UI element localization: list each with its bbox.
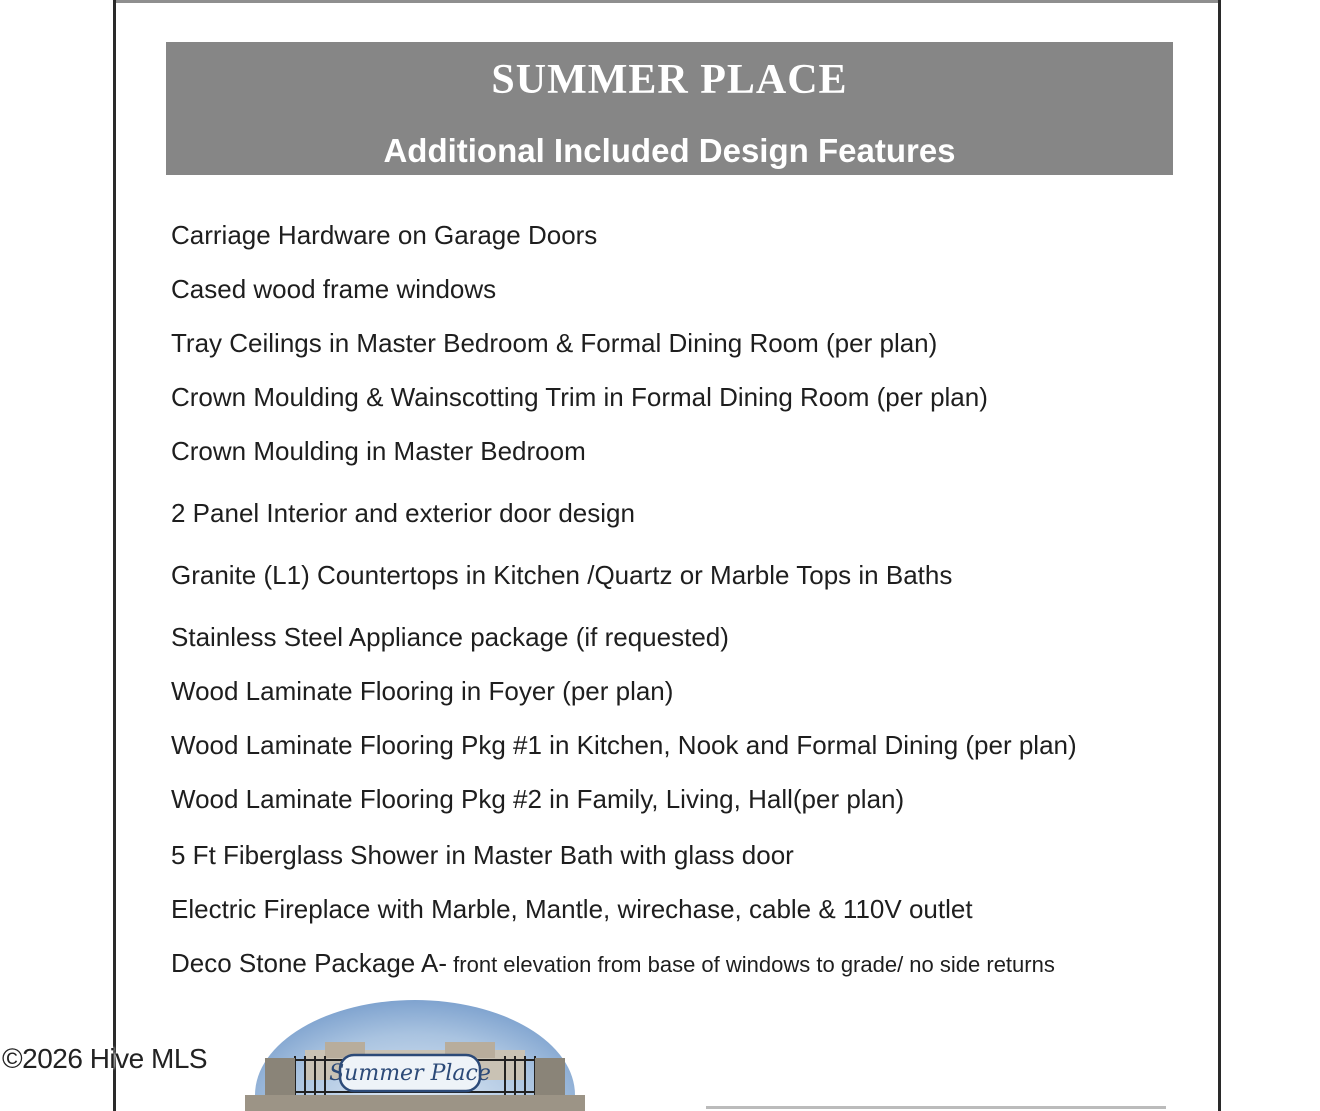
frame-top-border xyxy=(113,0,1221,3)
frame-right-border xyxy=(1218,0,1221,1111)
header-band xyxy=(166,42,1173,175)
feature-lead: Deco Stone Package A- xyxy=(171,948,448,978)
copyright-watermark: ©2026 Hive MLS xyxy=(2,1043,208,1074)
feature-item: 5 Ft Fiberglass Shower in Master Bath with glass door xyxy=(171,840,794,870)
bottom-faded-line xyxy=(706,1106,1166,1109)
feature-item: Stainless Steel Appliance package (if requested) xyxy=(171,622,729,652)
feature-item: Wood Laminate Flooring in Foyer (per plan) xyxy=(171,676,674,706)
feature-item-last xyxy=(171,948,1055,979)
logo-graphic xyxy=(245,1000,585,1111)
feature-item: Crown Moulding in Master Bedroom xyxy=(171,436,586,466)
feature-item: Granite (L1) Countertops in Kitchen /Quartz or Marble Tops in Baths xyxy=(171,560,953,590)
feature-item: Wood Laminate Flooring Pkg #2 in Family, Living, Hall(per plan) xyxy=(171,784,905,814)
feature-item: 2 Panel Interior and exterior door design xyxy=(171,498,635,528)
community-logo xyxy=(245,1000,585,1111)
feature-item: Crown Moulding & Wainscotting Trim in Formal Dining Room (per plan) xyxy=(171,382,988,412)
feature-item: Electric Fireplace with Marble, Mantle, wirechase, cable & 110V outlet xyxy=(171,894,973,924)
feature-item: Carriage Hardware on Garage Doors xyxy=(171,220,598,250)
logo-text: Summer Place xyxy=(329,1061,491,1086)
page-title: SUMMER PLACE xyxy=(491,57,848,103)
page-subtitle: Additional Included Design Features xyxy=(383,132,956,169)
frame-left-border xyxy=(113,0,116,1111)
feature-item: Cased wood frame windows xyxy=(171,274,497,304)
feature-item: Wood Laminate Flooring Pkg #1 in Kitchen, Nook and Formal Dining (per plan) xyxy=(171,730,1077,760)
feature-detail: front elevation from base of windows to grade/ no side returns xyxy=(447,952,1055,977)
feature-item: Tray Ceilings in Master Bedroom & Formal Dining Room (per plan) xyxy=(171,328,938,358)
